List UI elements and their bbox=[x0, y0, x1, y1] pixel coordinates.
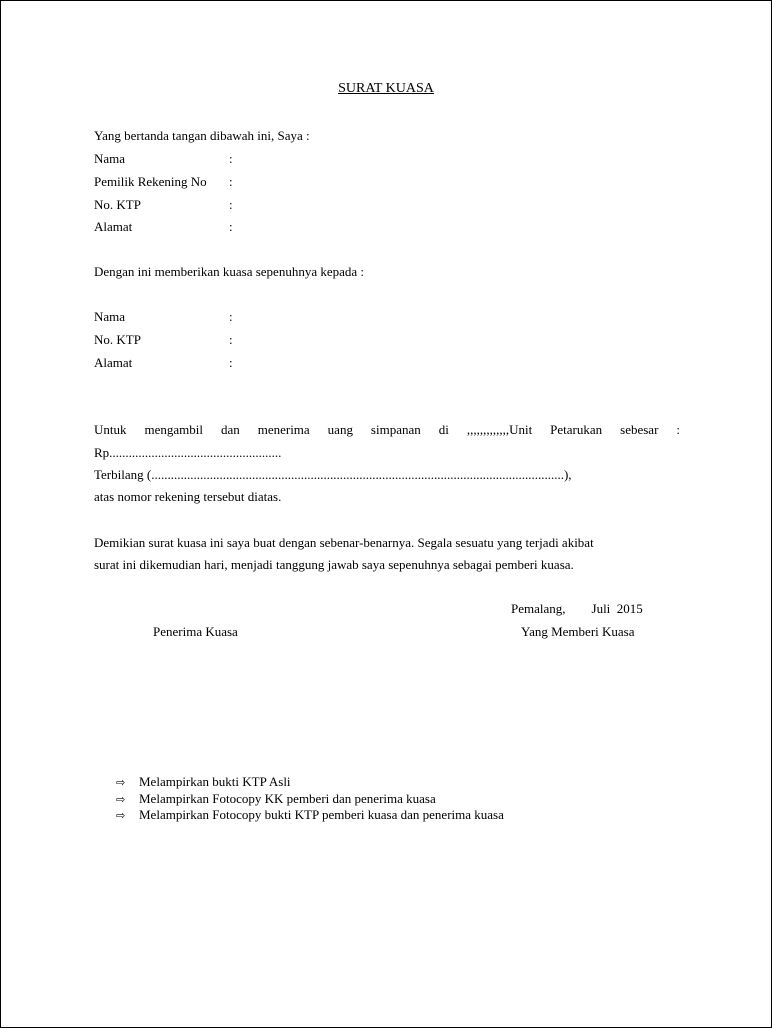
arrow-right-icon: ⇨ bbox=[116, 809, 126, 822]
grantor-address-colon: : bbox=[229, 219, 233, 234]
attachment-text: Melampirkan bukti KTP Asli bbox=[139, 774, 291, 789]
grantor-account-label: Pemilik Rekening No bbox=[94, 174, 207, 189]
grantor-address-label: Alamat bbox=[94, 219, 133, 234]
grantor-ktp-label: No. KTP bbox=[94, 197, 141, 212]
grantor-account-colon: : bbox=[229, 174, 233, 189]
attachment-text: Melampirkan Fotocopy bukti KTP pemberi kuasa dan penerima kuasa bbox=[139, 807, 504, 822]
grantor-ktp-colon: : bbox=[229, 197, 233, 212]
arrow-right-icon: ⇨ bbox=[116, 793, 126, 806]
document-title: SURAT KUASA bbox=[338, 81, 434, 96]
grantee-address-colon: : bbox=[229, 355, 233, 370]
purpose-line: Untuk mengambil dan menerima uang simpanan di ,,,,,,,,,,,,,Unit Petarukan sebesar : bbox=[94, 422, 680, 437]
grantor-name-colon: : bbox=[229, 151, 233, 166]
closing-line-2: surat ini dikemudian hari, menjadi tanggung jawab saya sepenuhnya sebagai pemberi kuasa. bbox=[94, 557, 574, 572]
closing-line-1: Demikian surat kuasa ini saya buat dengan sebenar-benarnya. Segala sesuatu yang terjadi akibat bbox=[94, 535, 594, 550]
arrow-right-icon: ⇨ bbox=[116, 776, 126, 789]
purpose-account-line: atas nomor rekening tersebut diatas. bbox=[94, 489, 282, 504]
attachment-item bbox=[116, 807, 504, 824]
grantee-ktp-label: No. KTP bbox=[94, 332, 141, 347]
grantee-name-colon: : bbox=[229, 309, 233, 324]
grantee-name-label: Nama bbox=[94, 309, 126, 324]
grantor-name-label: Nama bbox=[94, 151, 126, 166]
grant-statement: Dengan ini memberikan kuasa sepenuhnya kepada : bbox=[94, 264, 365, 279]
place-date: Pemalang, Juli 2015 bbox=[511, 601, 643, 616]
grantee-address-label: Alamat bbox=[94, 355, 133, 370]
purpose-terbilang: Terbilang (...............................................................................................................................), bbox=[94, 467, 572, 482]
receiver-signature-label: Penerima Kuasa bbox=[153, 624, 238, 639]
attachment-item bbox=[116, 791, 436, 808]
grantee-ktp-colon: : bbox=[229, 332, 233, 347]
purpose-amount-rp: Rp..................................................... bbox=[94, 445, 282, 460]
attachment-text: Melampirkan Fotocopy KK pemberi dan penerima kuasa bbox=[139, 791, 436, 806]
giver-signature-label: Yang Memberi Kuasa bbox=[521, 624, 635, 639]
attachment-item bbox=[116, 774, 291, 791]
intro-text: Yang bertanda tangan dibawah ini, Saya : bbox=[94, 128, 310, 143]
